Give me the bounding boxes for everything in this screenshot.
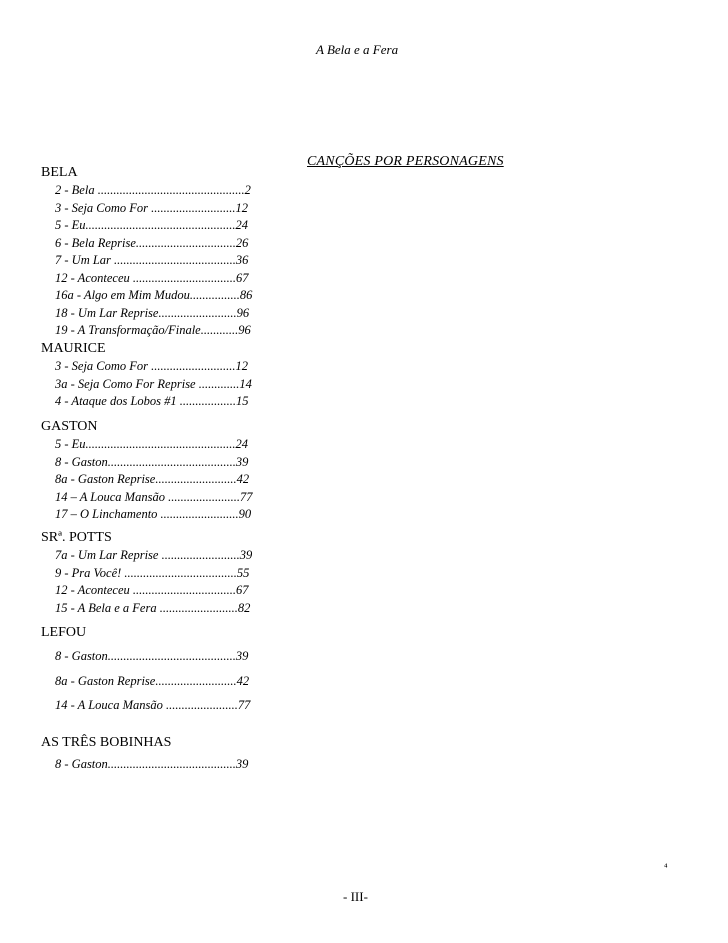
song-entry: 7a - Um Lar Reprise .........................39 — [55, 548, 253, 562]
song-entry: 3a - Seja Como For Reprise .............14 — [55, 376, 252, 391]
character-name: SRª. POTTS — [41, 530, 112, 545]
song-entry: 2 - Bela ...............................................2 — [55, 183, 251, 197]
character-group-bela — [41, 164, 252, 340]
song-entry: 14 - A Louca Mansão .......................77 — [55, 698, 251, 712]
song-entry: 12 - Aconteceu .................................67 — [55, 583, 249, 597]
song-entry: 8 - Gaston.........................................39 — [55, 757, 249, 771]
character-group-sra-potts — [41, 529, 252, 617]
song-entry: 5 - Eu................................................24 — [55, 218, 249, 232]
character-group-as-tres-bobinhas — [41, 734, 248, 774]
song-entry: 8 - Gaston.........................................39 — [55, 649, 249, 663]
song-entry: 8 - Gaston.........................................39 — [55, 454, 249, 469]
song-entry: 19 - A Transformação/Finale............96 — [55, 323, 251, 337]
song-entry: 15 - A Bela e a Fera .........................82 — [55, 600, 251, 615]
song-entry: 4 - Ataque dos Lobos #1 ..................15 — [55, 394, 249, 408]
song-entry: 17 – O Linchamento .........................90 — [55, 507, 252, 521]
character-group-lefou — [41, 624, 250, 718]
page-number: - III- — [343, 889, 368, 904]
corner-mark: ⁴ — [664, 862, 668, 873]
song-entry: 3 - Seja Como For ...........................12 — [55, 200, 249, 215]
song-entry: 9 - Pra Você! ....................................55 — [55, 565, 250, 580]
character-name: AS TRÊS BOBINHAS — [41, 735, 172, 750]
page-header-title: A Bela e a Fera — [316, 42, 399, 57]
song-entry: 3 - Seja Como For ...........................12 — [55, 359, 249, 373]
character-name: GASTON — [41, 419, 98, 434]
song-entry: 5 - Eu................................................24 — [55, 437, 249, 451]
song-entry: 16a - Algo em Mim Mudou................86 — [55, 288, 253, 302]
character-group-maurice — [41, 340, 252, 411]
song-entry: 12 - Aconteceu .................................67 — [55, 270, 249, 285]
section-heading: CANÇÕES POR PERSONAGENS — [307, 154, 504, 169]
character-name: LEFOU — [41, 625, 87, 640]
character-name: BELA — [41, 165, 78, 180]
song-entry: 7 - Um Lar .......................................36 — [55, 253, 249, 267]
song-entry: 8a - Gaston Reprise..........................42 — [55, 673, 250, 688]
song-entry: 8a - Gaston Reprise..........................42 — [55, 472, 250, 486]
song-entry: 14 – A Louca Mansão .......................77 — [55, 489, 253, 504]
song-entry: 6 - Bela Reprise................................26 — [55, 235, 249, 250]
character-group-gaston — [41, 418, 252, 524]
character-name: MAURICE — [41, 341, 106, 356]
song-entry: 18 - Um Lar Reprise.........................96 — [55, 305, 250, 320]
